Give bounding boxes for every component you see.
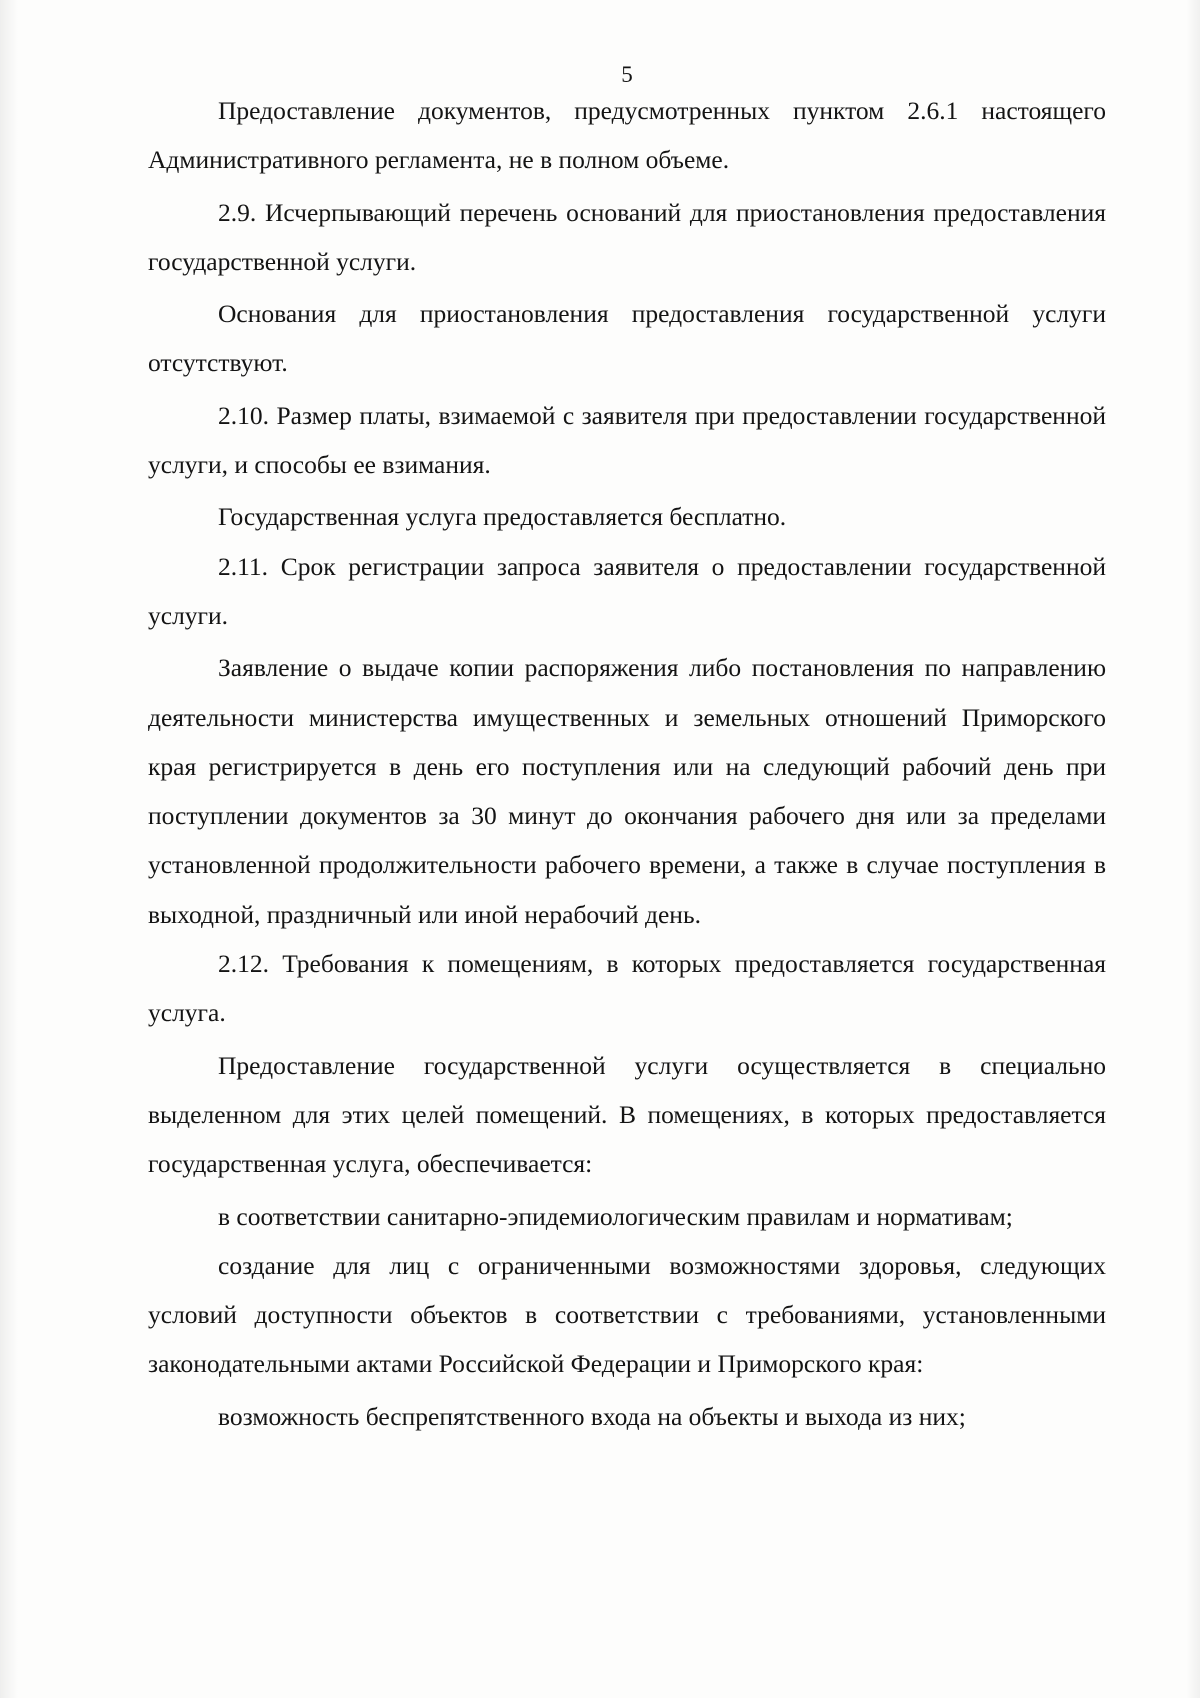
document-body bbox=[148, 86, 1106, 1441]
paragraph-no-suspension-grounds: Основания для приостановления предоставления государственной услуги отсутствуют. bbox=[148, 299, 1106, 378]
paragraph-incomplete-documents: Предоставление документов, предусмотренных пунктом 2.6.1 настоящего Административного регламента, не в полном объеме. bbox=[148, 96, 1106, 175]
page-number: 5 bbox=[621, 62, 633, 87]
section-heading-2-11: 2.11. Срок регистрации запроса заявителя о предоставлении государственной услуги. bbox=[148, 551, 1106, 630]
section-heading-2-9: 2.9. Исчерпывающий перечень оснований для приостановления предоставления государственной услуги. bbox=[148, 197, 1106, 276]
paragraph-sanitary-compliance: в соответствии санитарно-эпидемиологическим правилам и нормативам; bbox=[218, 1201, 1013, 1231]
scan-edge-right bbox=[1186, 0, 1200, 1698]
paragraph-registration-terms: Заявление о выдаче копии распоряжения либо постановления по направлению деятельности министерства имущественных и земельных отношений Приморского края регистрируется в день его поступления или на следующий рабочий день при поступлении документов за 30 минут до окончания рабочего дня или за пределами установленной продолжительности рабочего времени, а также в случае поступления в выходной, праздничный или иной нерабочий день. bbox=[148, 653, 1106, 929]
paragraph-premises-provision: Предоставление государственной услуги осуществляется в специально выделенном для этих целей помещений. В помещениях, в которых предоставляется государственная услуга, обеспечивается: bbox=[148, 1050, 1106, 1179]
paragraph-free-of-charge: Государственная услуга предоставляется бесплатно. bbox=[218, 502, 787, 532]
section-heading-2-12: 2.12. Требования к помещениям, в которых предоставляется государственная услуга. bbox=[148, 949, 1106, 1028]
paragraph-unobstructed-entry: возможность беспрепятственного входа на объекты и выхода из них; bbox=[218, 1401, 966, 1431]
section-heading-2-10: 2.10. Размер платы, взимаемой с заявителя при предоставлении государственной услуги, и способы ее взимания. bbox=[148, 400, 1106, 480]
paragraph-accessibility-conditions: создание для лиц с ограниченными возможностями здоровья, следующих условий доступности объектов в соответствии с требованиями, установленными законодательными актами Российской Федерации и Приморского края: bbox=[148, 1250, 1106, 1379]
scan-edge-left bbox=[0, 0, 18, 1698]
